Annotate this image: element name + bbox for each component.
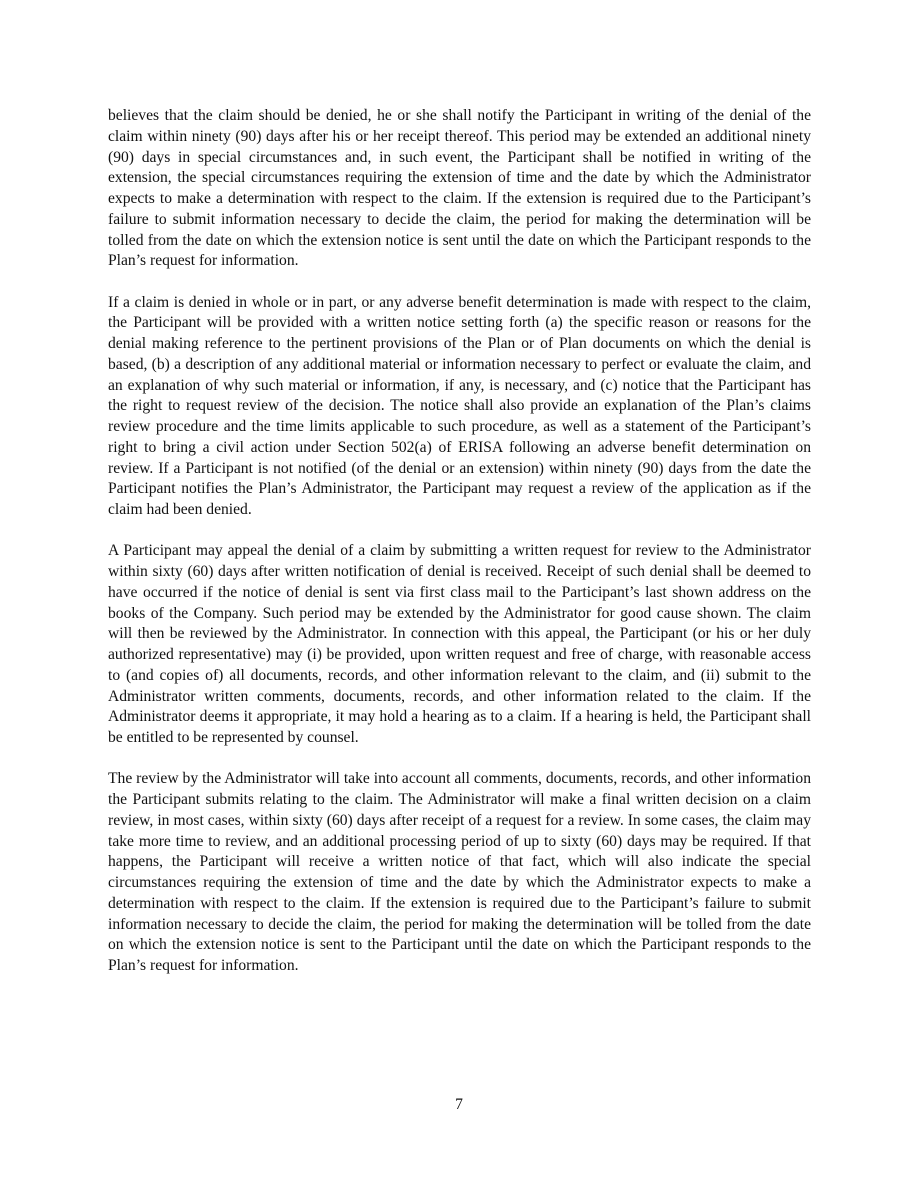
- paragraph-review-decision: The review by the Administrator will take into account all comments, documents, records, and other information the Participant submits relating to the claim. The Administrator will make a final written decision on a claim review, in most cases, within sixty (60) days after receipt of a request for a review. In some cases, the claim may take more time to review, and an additional processing period of up to sixty (60) days may be required. If that happens, the Participant will receive a written notice of that fact, which will also indicate the special circumstances requiring the extension of time and the date by which the Administrator expects to make a determination with respect to the claim. If the extension is required due to the Participant’s failure to submit information necessary to decide the claim, the period for making the determination will be tolled from the date on which the extension notice is sent to the Participant until the date on which the Participant responds to the Plan’s request for information.: [108, 770, 811, 974]
- page-number: 7: [455, 1096, 463, 1113]
- paragraph-appeal-procedure: A Participant may appeal the denial of a claim by submitting a written request for review to the Administrator within sixty (60) days after written notification of denial is received. Receipt of such denial shall be deemed to have occurred if the notice of denial is sent via first class mail to the Participant’s last shown address on the books of the Company. Such period may be extended by the Administrator for good cause shown. The claim will then be reviewed by the Administrator. In connection with this appeal, the Participant (or his or her duly authorized representative) may (i) be provided, upon written request and free of charge, with reasonable access to (and copies of) all documents, records, and other information relevant to the claim, and (ii) submit to the Administrator written comments, documents, records, and other information related to the claim. If the Administrator deems it appropriate, it may hold a hearing as to a claim. If a hearing is held, the Participant shall be entitled to be represented by counsel.: [108, 542, 811, 746]
- document-body: [108, 106, 811, 997]
- paragraph-written-notice-contents: If a claim is denied in whole or in part, or any adverse benefit determination is made with respect to the claim, the Participant will be provided with a written notice setting forth (a) the specific reason or reasons for the denial making reference to the pertinent provisions of the Plan or of Plan documents on which the denial is based, (b) a description of any additional material or information necessary to perfect or evaluate the claim, and an explanation of why such material or information, if any, is necessary, and (c) notice that the Participant has the right to request review of the decision. The notice shall also provide an explanation of the Plan’s claims review procedure and the time limits applicable to such procedure, as well as a statement of the Participant’s right to bring a civil action under Section 502(a) of ERISA following an adverse benefit determination on review. If a Participant is not notified (of the denial or an extension) within ninety (90) days from the date the Participant notifies the Plan’s Administrator, the Participant may request a review of the application as if the claim had been denied.: [108, 293, 811, 518]
- paragraph-claim-denial-notice: believes that the claim should be denied, he or she shall notify the Participant in writing of the denial of the claim within ninety (90) days after his or her receipt thereof. This period may be extended an additional ninety (90) days in special circumstances and, in such event, the Participant shall be notified in writing of the extension, the special circumstances requiring the extension of time and the date by which the Administrator expects to make a determination with respect to the claim. If the extension is required due to the Participant’s failure to submit information necessary to decide the claim, the period for making the determination will be tolled from the date on which the extension notice is sent until the date on which the Participant responds to the Plan’s request for information.: [108, 107, 811, 270]
